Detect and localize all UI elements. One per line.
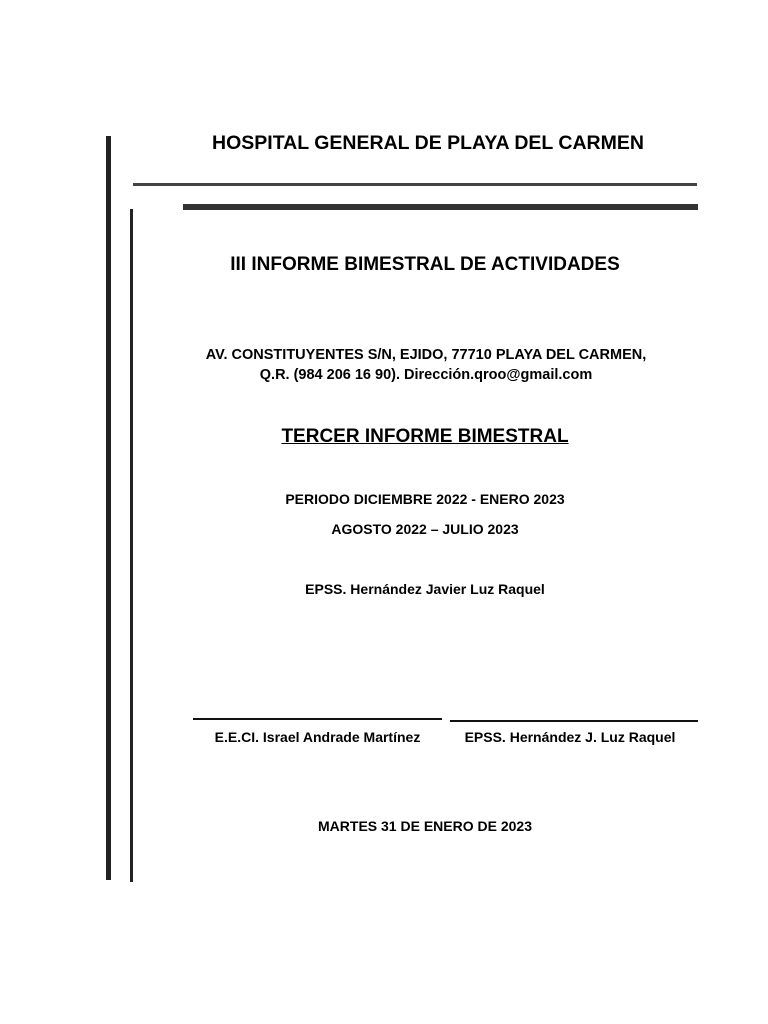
hospital-name: HOSPITAL GENERAL DE PLAYA DEL CARMEN (212, 132, 644, 154)
left-border-thin (130, 209, 133, 882)
report-period: PERIODO DICIEMBRE 2022 - ENERO 2023 (285, 491, 565, 507)
header-divider-thin (133, 183, 697, 186)
report-date: MARTES 31 DE ENERO DE 2023 (318, 818, 532, 834)
address-line-2: Q.R. (984 206 16 90). Dirección.qroo@gmail.com (259, 367, 593, 383)
header-divider-thick (183, 204, 698, 210)
report-title: III INFORME BIMESTRAL DE ACTIVIDADES (230, 254, 620, 275)
signature-name-left: E.E.CI. Israel Andrade Martínez (214, 729, 421, 745)
report-subtitle: TERCER INFORME BIMESTRAL (281, 426, 569, 447)
address-line-1: AV. CONSTITUYENTES S/N, EJIDO, 77710 PLAYA DEL CARMEN, (205, 347, 647, 363)
report-range: AGOSTO 2022 – JULIO 2023 (331, 521, 519, 537)
left-border-thick (106, 136, 111, 880)
report-author: EPSS. Hernández Javier Luz Raquel (305, 581, 545, 597)
signature-line-right (450, 720, 698, 722)
signature-line-left (193, 718, 442, 720)
signature-name-right: EPSS. Hernández J. Luz Raquel (464, 729, 676, 745)
